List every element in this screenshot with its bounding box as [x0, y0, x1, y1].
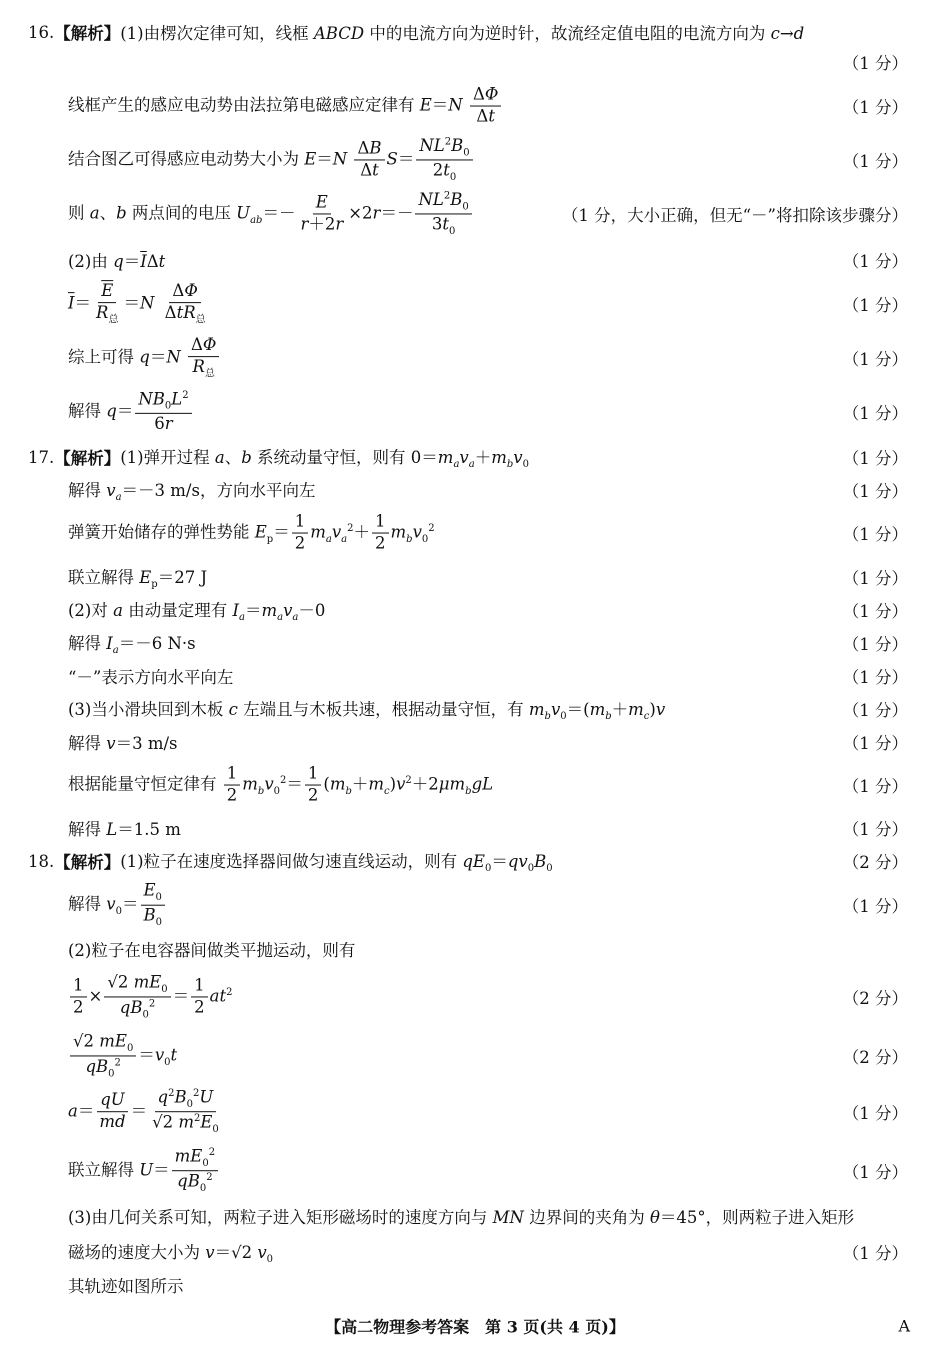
answer-statement [68, 1239, 273, 1265]
statement-text: “－”表示方向水平向左 [68, 668, 234, 687]
answer-statement [28, 848, 553, 874]
score-note: （1 分） [842, 404, 908, 423]
answer-statement [68, 730, 178, 754]
answer-statement [68, 937, 355, 961]
answer-statement [68, 630, 196, 656]
statement-text: 解得 q＝ $\frac{NB_0L^2}{6r}$ [68, 390, 194, 434]
statement-text: $\frac{√2 mE_0}{qB_0^2}$ $=v_0t$ [68, 1032, 177, 1079]
score-note: （1 分） [842, 525, 908, 544]
score-note: （1 分） [842, 734, 908, 753]
statement-text: 综上可得 q＝N $\frac{\Delta\Phi}{R_总}$ [68, 336, 221, 380]
statement-text: 联立解得 $E_p=27$ J [68, 567, 208, 591]
statement-text: 联立解得 U＝ $\frac{mE_0^2}{qB_0^2}$ [68, 1147, 220, 1195]
score-note: （1 分，大小正确，但无“－”将扣除该步骤分） [561, 206, 908, 225]
score-note: （1 分） [842, 897, 908, 916]
score-note: （1 分） [842, 1104, 908, 1123]
answer-statement [68, 765, 493, 806]
answer-statement [68, 597, 325, 623]
statement-text: 则 a、b 两点间的电压 $U_{ab}=-$ $\frac{E}{r+2r}$ ×2r＝－ $\frac{NL^2B_0}{3t_0}$ [68, 190, 474, 237]
statement-text: (2)粒子在电容器间做类平抛运动，则有 [68, 941, 356, 960]
score-note: （1 分） [842, 777, 908, 796]
question-number: 17. [28, 447, 55, 467]
answer-statement [68, 477, 315, 503]
answer-statement [68, 282, 211, 326]
answer-statement [68, 696, 665, 722]
answer-statement [68, 86, 503, 127]
statement-text: (1)弹开过程 a、b 系统动量守恒，则有 $0=m_av_a+m_bv_0$ [120, 447, 529, 471]
answer-statement [68, 336, 221, 380]
score-note: （1 分） [842, 449, 908, 468]
score-note: （1 分） [842, 98, 908, 117]
answer-statement [68, 973, 233, 1020]
score-note: （1 分） [842, 1163, 908, 1182]
score-note: （1 分） [842, 701, 908, 720]
statement-text: a＝ $\frac{qU}{md}$ ＝ $\frac{q^2B_0^2U}{√2 m^2E_0}$ [68, 1087, 219, 1136]
question-number: 18. [28, 851, 55, 871]
score-note: （1 分） [842, 350, 908, 369]
answer-statement [68, 190, 474, 237]
analysis-heading: 【解析】 [54, 448, 121, 468]
statement-text: 解得 L＝1.5 m [68, 820, 181, 839]
statement-text: (1)粒子在速度选择器间做匀速直线运动，则有 $qE_0=qv_0B_0$ [120, 851, 553, 875]
answer-statement [68, 664, 233, 688]
statement-text: 根据能量守恒定律有 $\frac{1}{2}$ $m_bv_0^2=$ $\frac{1}{2}$ $(m_b+m_c)v^2+2\mu m_bgL$ [68, 763, 494, 805]
score-note: （1 分） [842, 602, 908, 621]
score-note: （2 分） [842, 989, 908, 1008]
score-note: （1 分） [842, 569, 908, 588]
statement-text: 解得 $v_0=$ $\frac{E_0}{B_0}$ [68, 882, 167, 929]
score-note: （1 分） [842, 152, 908, 171]
question-number: 16. [28, 22, 55, 42]
analysis-heading: 【解析】 [54, 24, 121, 43]
answer-statement [68, 1032, 177, 1079]
statement-text: 磁场的速度大小为 v＝√2 $v_0$ [68, 1242, 274, 1266]
score-note: （2 分） [842, 853, 908, 872]
statement-text: 结合图乙可得感应电动势大小为 E＝N $\frac{\Delta B}{\Delta t}$ S＝ $\frac{NL^2B_0}{2t_0}$ [68, 136, 475, 183]
statement-text: 解得 $I_a=-6$ N·s [68, 633, 196, 657]
statement-text: 解得 v＝3 m/s [68, 734, 178, 753]
score-note: （1 分） [842, 252, 908, 271]
score-note: （1 分） [842, 820, 908, 839]
statement-text: 解得 $v_a=-3$ m/s，方向水平向左 [68, 480, 316, 504]
score-note: （1 分） [842, 296, 908, 315]
score-note: （2 分） [842, 1048, 908, 1067]
answer-statement [68, 390, 194, 434]
statement-text: 其轨迹如图所示 [68, 1277, 184, 1296]
statement-text: (2)由 $q=\overline{I}\Delta t$ [68, 252, 166, 271]
answer-statement [68, 564, 207, 590]
statement-text: 线框产生的感应电动势由法拉第电磁感应定律有 E＝N $\frac{\Delta\Phi}{\Delta t}$ [68, 86, 503, 127]
answer-statement [68, 513, 435, 554]
score-note: （1 分） [842, 668, 908, 687]
statement-text: (1)由楞次定律可知，线框 ABCD 中的电流方向为逆时针，故流经定值电阻的电流方向为 c→d [120, 24, 805, 43]
statement-text: 弹簧开始储存的弹性势能 $E_p=$ $\frac{1}{2}$ $m_av_a^2+$ $\frac{1}{2}$ $m_bv_0^2$ [68, 511, 435, 553]
answer-statement [68, 248, 165, 272]
score-note: （1 分） [842, 1244, 908, 1263]
score-note: （1 分） [842, 482, 908, 501]
page-footer: 【高二物理参考答案 第 3 页(共 4 页)】 [325, 1317, 625, 1337]
answer-statement [68, 1273, 184, 1297]
answer-statement [68, 1147, 220, 1195]
statement-text: (3)当小滑块回到木板 c 左端且与木板共速，根据动量守恒，有 $m_bv_0=(m_b+m_c)v$ [68, 699, 666, 723]
answer-statement [68, 816, 181, 840]
analysis-heading: 【解析】 [54, 852, 121, 872]
statement-text: $\overline{I}=$ $\frac{\overline{E}}{R_总}$ ＝N $\frac{\Delta\Phi}{\Delta tR_总}$ [68, 281, 206, 326]
answer-statement [68, 136, 475, 183]
answer-statement [28, 20, 804, 44]
answer-statement [68, 1088, 224, 1136]
answer-statement [68, 1204, 854, 1228]
statement-text: $\frac{1}{2}$ × $\frac{√2 mE_0}{qB_0^2}$ ＝ $\frac{1}{2}$ $at^2$ [68, 973, 233, 1020]
statement-text: (3)由几何关系可知，两粒子进入矩形磁场时的速度方向与 MN 边界间的夹角为 θ＝45°，则两粒子进入矩形 [68, 1208, 855, 1227]
score-note: （1 分） [842, 635, 908, 654]
score-note: （1 分） [842, 54, 908, 73]
answer-statement [68, 882, 167, 929]
statement-text: (2)对 a 由动量定理有 $I_a=m_av_a-0$ [68, 600, 326, 624]
answer-statement [28, 444, 529, 470]
version-mark: A [898, 1316, 910, 1336]
